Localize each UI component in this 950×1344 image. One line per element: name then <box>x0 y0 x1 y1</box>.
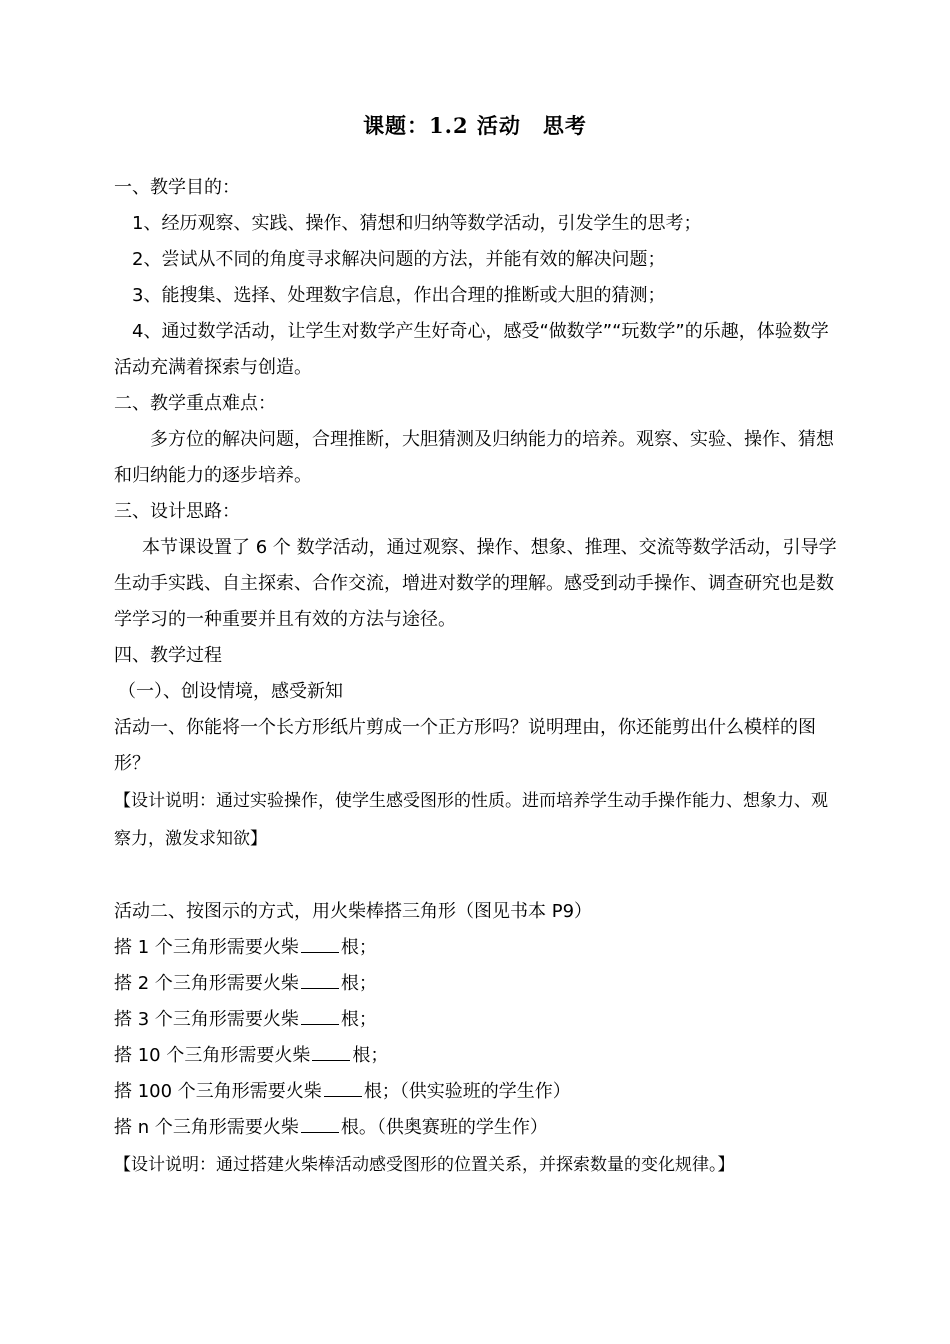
match-row <box>114 1074 844 1110</box>
document-body <box>114 170 844 1184</box>
match-row-text: 搭 10 个三角形需要火柴 <box>114 1045 311 1066</box>
answer-blank[interactable] <box>301 1008 339 1025</box>
key-points-text: 多方位的解决问题，合理推断，大胆猜测及归纳能力的培养。观察、实验、操作、猜想和归纳能力的逐步培养。 <box>114 429 834 486</box>
match-row <box>114 1038 844 1074</box>
objective-item-4: 4、通过数学活动，让学生对数学产生好奇心，感受“做数学”“玩数学”的乐趣，体验数学活动充满着探索与创造。 <box>114 321 829 378</box>
section-heading-process: 四、教学过程 <box>114 645 222 666</box>
section-heading-objectives: 一、教学目的： <box>114 177 240 198</box>
match-row <box>114 966 844 1002</box>
section-heading-design: 三、设计思路： <box>114 501 240 522</box>
match-row <box>114 1110 844 1146</box>
match-row-text: 搭 2 个三角形需要火柴 <box>114 973 299 994</box>
subsection-heading-1: （一）、创设情境，感受新知 <box>118 681 343 702</box>
match-row-suffix: 根； <box>352 1045 389 1066</box>
design-note-2: 【设计说明：通过搭建火柴棒活动感受图形的位置关系，并探索数量的变化规律。】 <box>114 1155 735 1175</box>
answer-blank[interactable] <box>301 936 339 953</box>
answer-blank[interactable] <box>324 1080 362 1097</box>
answer-blank[interactable] <box>301 1116 339 1133</box>
match-row-text: 搭 n 个三角形需要火柴 <box>114 1117 299 1138</box>
design-text: 本节课设置了 6 个 数学活动，通过观察、操作、想象、推理、交流等数学活动，引导学生动手实践、自主探索、合作交流，增进对数学的理解。感受到动手操作、调查研究也是数学学习的一种重要并且有效的方法与途径。 <box>114 537 837 630</box>
match-row-text: 搭 100 个三角形需要火柴 <box>114 1081 322 1102</box>
match-row-suffix: 根； <box>340 937 377 958</box>
design-note-1: 【设计说明：通过实验操作，使学生感受图形的性质。进而培养学生动手操作能力、想象力、观察力，激发求知欲】 <box>114 791 828 849</box>
match-row <box>114 1002 844 1038</box>
page-title: 课题：1.2 活动 思考 <box>363 113 587 138</box>
activity-2-text: 活动二、按图示的方式，用火柴棒搭三角形（图见书本 P9） <box>114 901 593 922</box>
match-row-text: 搭 3 个三角形需要火柴 <box>114 1009 299 1030</box>
match-row-suffix: 根； <box>340 1009 377 1030</box>
objective-item-2: 2、尝试从不同的角度寻求解决问题的方法，并能有效的解决问题； <box>132 249 666 270</box>
objective-item-3: 3、能搜集、选择、处理数字信息，作出合理的推断或大胆的猜测； <box>132 285 666 306</box>
activity-1-text: 活动一、你能将一个长方形纸片剪成一个正方形吗？说明理由，你还能剪出什么模样的图形？ <box>114 717 816 774</box>
objective-item-1: 1、经历观察、实践、操作、猜想和归纳等数学活动，引发学生的思考； <box>132 213 702 234</box>
answer-blank[interactable] <box>301 972 339 989</box>
answer-blank[interactable] <box>312 1044 350 1061</box>
match-row-suffix: 根。（供奥赛班的学生作） <box>340 1117 548 1138</box>
spacer <box>114 858 844 894</box>
match-row-suffix: 根；（供实验班的学生作） <box>363 1081 571 1102</box>
section-heading-key-points: 二、教学重点难点： <box>114 393 276 414</box>
match-row <box>114 930 844 966</box>
match-row-text: 搭 1 个三角形需要火柴 <box>114 937 299 958</box>
match-row-suffix: 根； <box>340 973 377 994</box>
